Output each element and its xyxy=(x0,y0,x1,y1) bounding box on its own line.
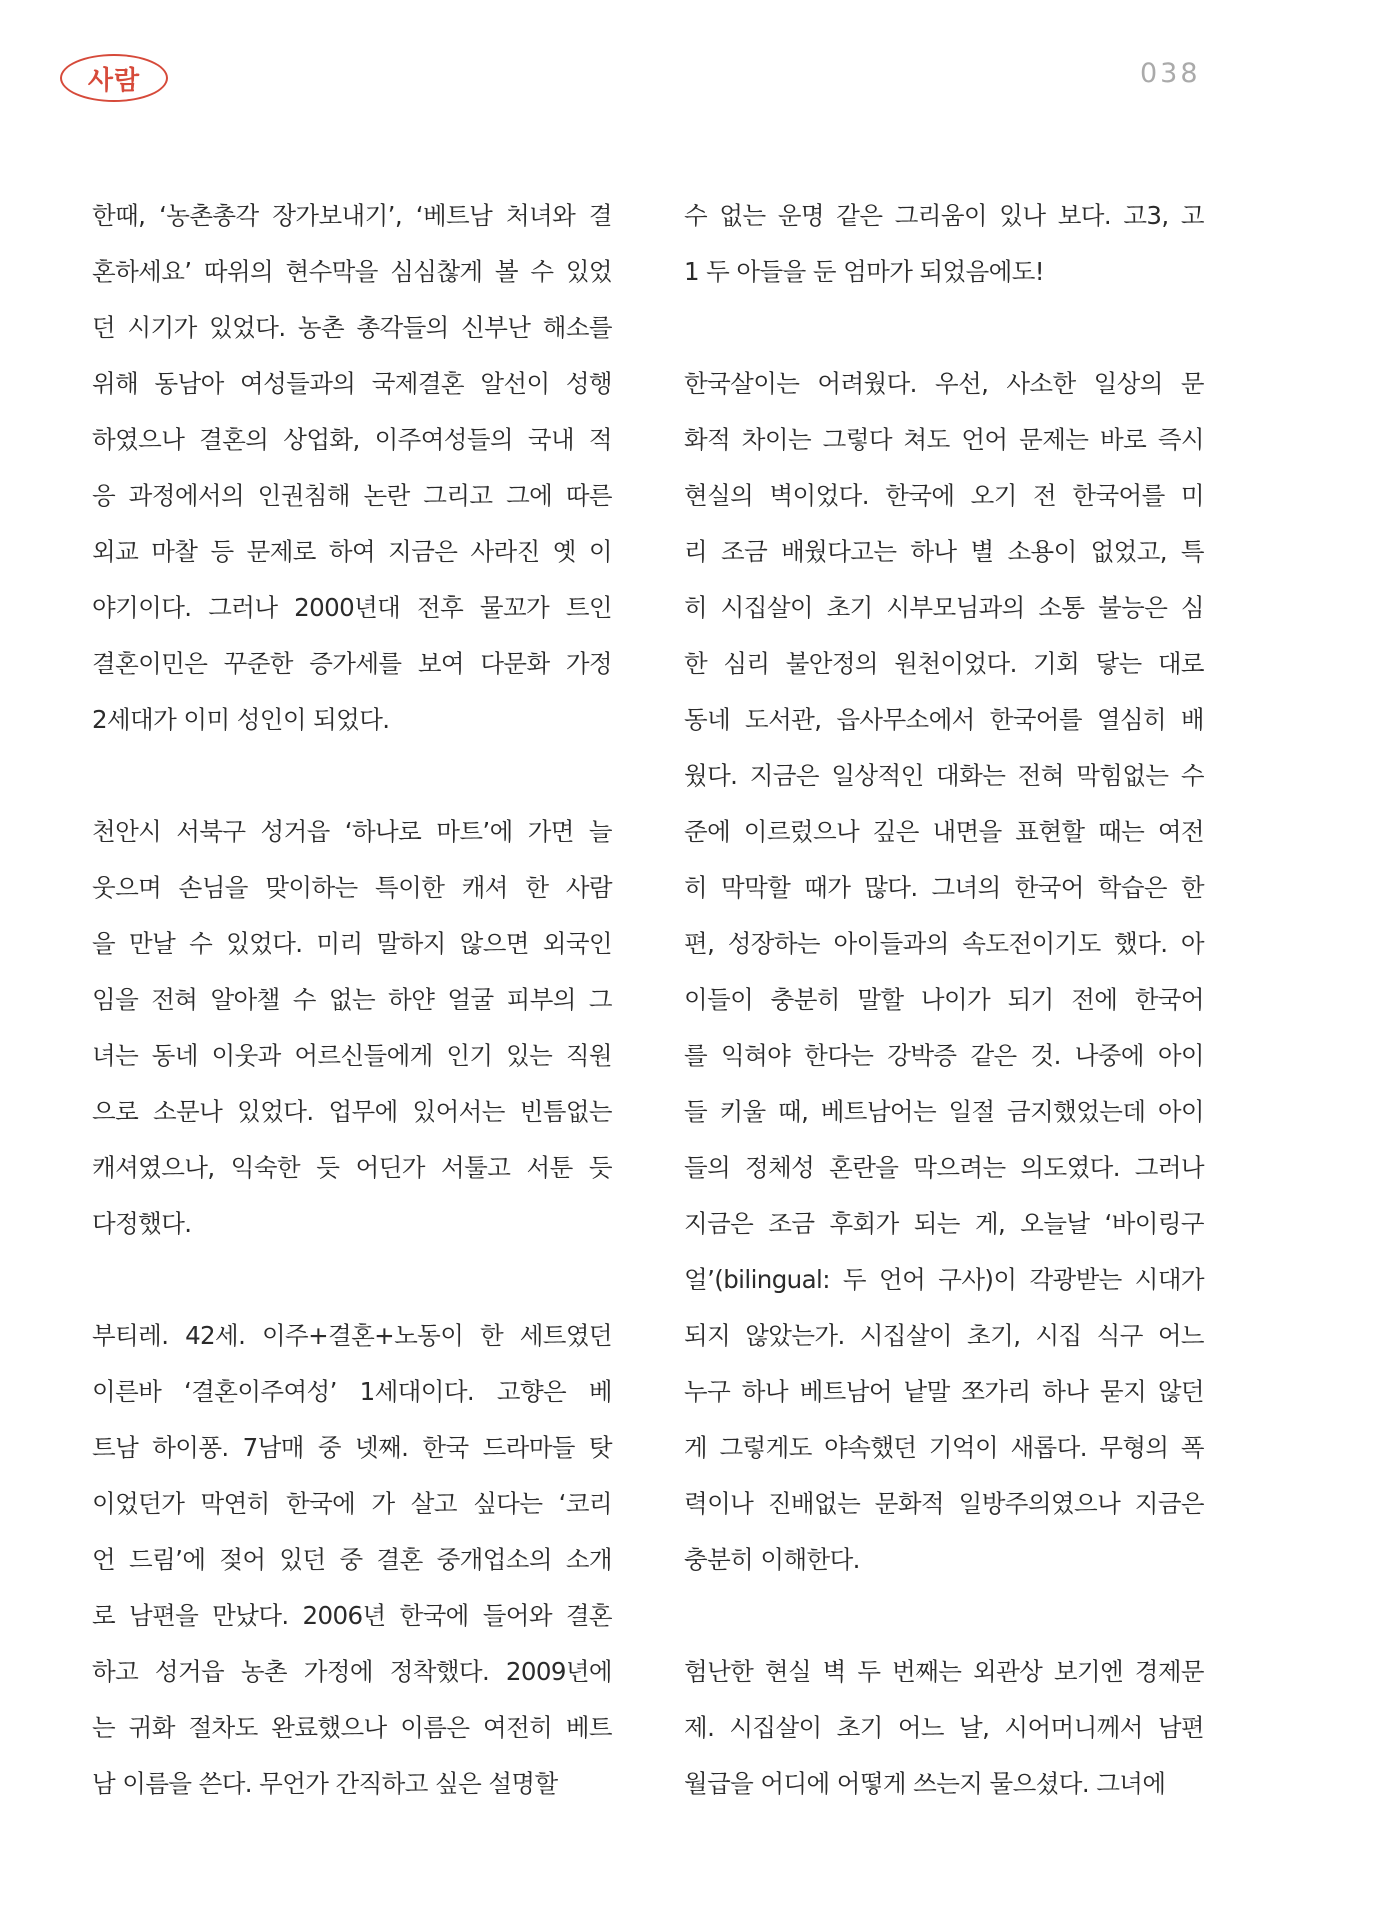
text-line: 수 없는 운명 같은 그리움이 있나 보다. 고3, 고 xyxy=(684,201,1204,230)
page-number: 038 xyxy=(1140,58,1201,89)
text-line: 부티레. 42세. 이주+결혼+노동이 한 세트였던 xyxy=(92,1321,612,1350)
section-label: 사람 xyxy=(87,65,141,96)
text-line: 로 남편을 만났다. 2006년 한국에 들어와 결혼 xyxy=(92,1601,612,1630)
text-line: 들의 정체성 혼란을 막으려는 의도였다. 그러나 xyxy=(684,1153,1204,1182)
section-badge xyxy=(60,54,168,102)
text-line: 지금은 조금 후회가 되는 게, 오늘날 ‘바이링구 xyxy=(684,1209,1204,1238)
text-line: 외교 마찰 등 문제로 하여 지금은 사라진 옛 이 xyxy=(92,537,612,566)
text-line: 결혼이민은 꾸준한 증가세를 보여 다문화 가정 xyxy=(92,649,612,678)
text-line: 이었던가 막연히 한국에 가 살고 싶다는 ‘코리 xyxy=(92,1489,612,1518)
text-line: 누구 하나 베트남어 낱말 쪼가리 하나 묻지 않던 xyxy=(684,1377,1204,1406)
text-line: 으로 소문나 있었다. 업무에 있어서는 빈틈없는 xyxy=(92,1097,612,1126)
text-line: 혼하세요’ 따위의 현수막을 심심찮게 볼 수 있었 xyxy=(92,257,612,286)
text-line: 제. 시집살이 초기 어느 날, 시어머니께서 남편 xyxy=(684,1713,1204,1742)
text-line: 력이나 진배없는 문화적 일방주의였으나 지금은 xyxy=(684,1489,1204,1518)
paragraph xyxy=(684,188,1204,300)
text-line: 캐셔였으나, 익숙한 듯 어딘가 서툴고 서툰 듯 xyxy=(92,1153,612,1182)
text-line: 한국살이는 어려웠다. 우선, 사소한 일상의 문 xyxy=(684,369,1204,398)
paragraph xyxy=(92,188,612,748)
right-column xyxy=(684,188,1204,1868)
text-line: 하고 성거읍 농촌 가정에 정착했다. 2009년에 xyxy=(92,1657,612,1686)
text-line: 웠다. 지금은 일상적인 대화는 전혀 막힘없는 수 xyxy=(684,761,1204,790)
text-line: 준에 이르렀으나 깊은 내면을 표현할 때는 여전 xyxy=(684,817,1204,846)
text-line: 편, 성장하는 아이들과의 속도전이기도 했다. 아 xyxy=(684,929,1204,958)
text-line: 한때, ‘농촌총각 장가보내기’, ‘베트남 처녀와 결 xyxy=(92,201,612,230)
text-line: 되지 않았는가. 시집살이 초기, 시집 식구 어느 xyxy=(684,1321,1204,1350)
text-line: 동네 도서관, 읍사무소에서 한국어를 열심히 배 xyxy=(684,705,1204,734)
text-line: 충분히 이해한다. xyxy=(684,1545,860,1574)
text-line: 는 귀화 절차도 완료했으나 이름은 여전히 베트 xyxy=(92,1713,612,1742)
text-line: 을 만날 수 있었다. 미리 말하지 않으면 외국인 xyxy=(92,929,612,958)
text-line: 얼’(bilingual: 두 언어 구사)이 각광받는 시대가 xyxy=(684,1265,1204,1294)
text-line: 언 드림’에 젖어 있던 중 결혼 중개업소의 소개 xyxy=(92,1545,612,1574)
text-line: 화적 차이는 그렇다 쳐도 언어 문제는 바로 즉시 xyxy=(684,425,1204,454)
text-line: 히 막막할 때가 많다. 그녀의 한국어 학습은 한 xyxy=(684,873,1204,902)
text-line: 들 키울 때, 베트남어는 일절 금지했었는데 아이 xyxy=(684,1097,1204,1126)
text-line: 위해 동남아 여성들과의 국제결혼 알선이 성행 xyxy=(92,369,612,398)
text-line: 한 심리 불안정의 원천이었다. 기회 닿는 대로 xyxy=(684,649,1204,678)
text-line: 던 시기가 있었다. 농촌 총각들의 신부난 해소를 xyxy=(92,313,612,342)
text-line: 다정했다. xyxy=(92,1209,192,1238)
text-line: 웃으며 손님을 맞이하는 특이한 캐셔 한 사람 xyxy=(92,873,612,902)
text-line: 야기이다. 그러나 2000년대 전후 물꼬가 트인 xyxy=(92,593,612,622)
text-line: 트남 하이퐁. 7남매 중 넷째. 한국 드라마들 탓 xyxy=(92,1433,612,1462)
text-line: 녀는 동네 이웃과 어르신들에게 인기 있는 직원 xyxy=(92,1041,612,1070)
text-line: 남 이름을 쓴다. 무언가 간직하고 싶은 설명할 xyxy=(92,1769,558,1798)
paragraph xyxy=(92,804,612,1252)
text-line: 이른바 ‘결혼이주여성’ 1세대이다. 고향은 베 xyxy=(92,1377,612,1406)
text-line: 임을 전혀 알아챌 수 없는 하얀 얼굴 피부의 그 xyxy=(92,985,612,1014)
text-line: 월급을 어디에 어떻게 쓰는지 물으셨다. 그녀에 xyxy=(684,1769,1166,1798)
text-line: 게 그렇게도 야속했던 기억이 새롭다. 무형의 폭 xyxy=(684,1433,1204,1462)
text-line: 를 익혀야 한다는 강박증 같은 것. 나중에 아이 xyxy=(684,1041,1204,1070)
text-line: 천안시 서북구 성거읍 ‘하나로 마트’에 가면 늘 xyxy=(92,817,612,846)
left-column xyxy=(92,188,612,1868)
text-line: 험난한 현실 벽 두 번째는 외관상 보기엔 경제문 xyxy=(684,1657,1204,1686)
text-line: 리 조금 배웠다고는 하나 별 소용이 없었고, 특 xyxy=(684,537,1204,566)
text-line: 이들이 충분히 말할 나이가 되기 전에 한국어 xyxy=(684,985,1204,1014)
paragraph xyxy=(92,1308,612,1812)
paragraph xyxy=(684,1644,1204,1812)
text-line: 하였으나 결혼의 상업화, 이주여성들의 국내 적 xyxy=(92,425,612,454)
text-line: 히 시집살이 초기 시부모님과의 소통 불능은 심 xyxy=(684,593,1204,622)
text-line: 1 두 아들을 둔 엄마가 되었음에도! xyxy=(684,257,1045,286)
text-line: 2세대가 이미 성인이 되었다. xyxy=(92,705,390,734)
text-line: 현실의 벽이었다. 한국에 오기 전 한국어를 미 xyxy=(684,481,1204,510)
paragraph xyxy=(684,356,1204,1588)
text-line: 응 과정에서의 인권침해 논란 그리고 그에 따른 xyxy=(92,481,612,510)
